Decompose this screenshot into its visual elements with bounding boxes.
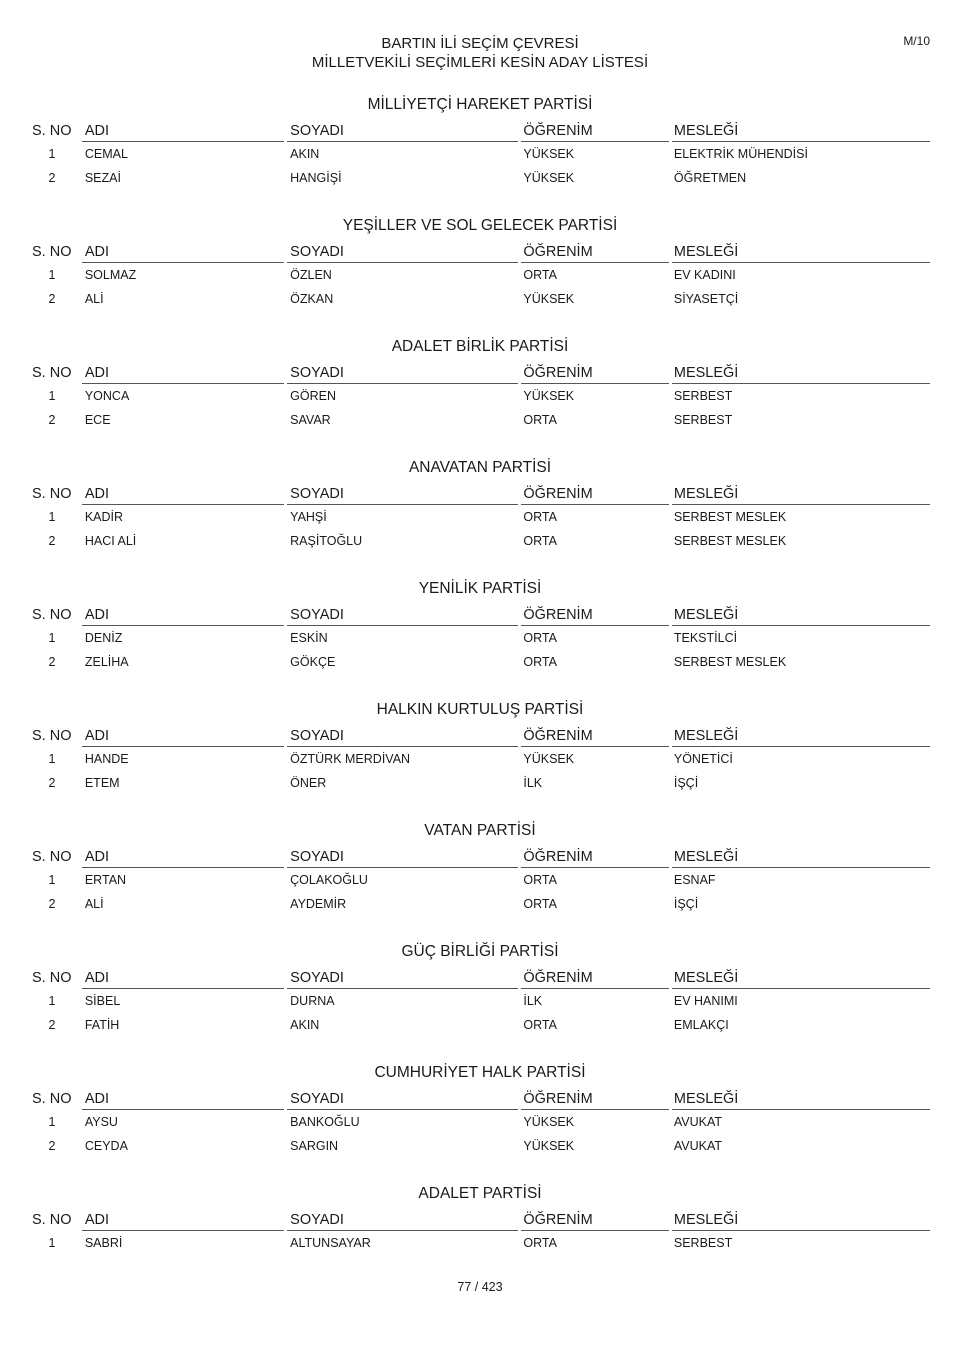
party-section [30, 457, 930, 578]
table-row [30, 892, 930, 916]
table-header-row [30, 1205, 930, 1231]
column-header-meslegi: MESLEĞİ [672, 967, 930, 989]
column-header-ogrenim: ÖĞRENİM [521, 362, 669, 384]
cell-meslegi: İŞÇİ [673, 897, 699, 911]
cell-soyadi: YAHŞİ [290, 510, 327, 524]
table-row [30, 384, 930, 408]
cell-meslegi: EV HANIMI [673, 994, 738, 1008]
column-header-no: S. NO [32, 728, 72, 744]
cell-meslegi: YÖNETİCİ [673, 752, 733, 766]
cell-meslegi: ELEKTRİK MÜHENDİSİ [673, 147, 808, 161]
cell-no: 2 [48, 292, 56, 306]
party-section [30, 699, 930, 820]
party-title: ADALET PARTİSİ [418, 1185, 542, 1202]
cell-meslegi: SERBEST MESLEK [673, 655, 787, 669]
cell-meslegi: TEKSTİLCİ [673, 631, 738, 645]
column-header-no: S. NO [32, 1091, 72, 1107]
table-row [30, 263, 930, 287]
column-header-soyadi: SOYADI [287, 967, 518, 989]
party-title: ADALET BİRLİK PARTİSİ [391, 338, 569, 355]
cell-soyadi: ÖZKAN [290, 292, 334, 306]
cell-soyadi: HANGİŞİ [290, 171, 342, 185]
table-row [30, 1013, 930, 1037]
table-header-row [30, 116, 930, 142]
cell-no: 1 [48, 1236, 56, 1250]
cell-meslegi: SERBEST MESLEK [673, 534, 787, 548]
cell-meslegi: EMLAKÇI [673, 1018, 729, 1032]
column-header-adi: ADI [82, 967, 284, 989]
cell-ogrenim: ORTA [523, 268, 557, 282]
cell-adi: ALİ [84, 897, 104, 911]
cell-soyadi: RAŞİTOĞLU [290, 534, 363, 548]
column-header-meslegi: MESLEĞİ [672, 725, 930, 747]
column-header-adi: ADI [82, 846, 284, 868]
cell-no: 1 [48, 147, 56, 161]
column-header-ogrenim: ÖĞRENİM [521, 241, 669, 263]
party-section [30, 336, 930, 457]
table-row [30, 626, 930, 650]
cell-ogrenim: ORTA [523, 873, 557, 887]
table-row [30, 1110, 930, 1134]
cell-no: 1 [48, 268, 56, 282]
cell-meslegi: AVUKAT [673, 1115, 723, 1129]
column-header-ogrenim: ÖĞRENİM [521, 1088, 669, 1110]
cell-soyadi: GÖKÇE [290, 655, 336, 669]
page-code: M/10 [903, 34, 930, 48]
cell-ogrenim: YÜKSEK [523, 1139, 575, 1153]
party-title: VATAN PARTİSİ [424, 822, 536, 839]
column-header-no: S. NO [32, 486, 72, 502]
cell-adi: ECE [84, 413, 111, 427]
cell-soyadi: ÖNER [290, 776, 327, 790]
cell-ogrenim: ORTA [523, 655, 557, 669]
party-title: YENİLİK PARTİSİ [418, 580, 542, 597]
cell-ogrenim: İLK [523, 994, 543, 1008]
party-title: ANAVATAN PARTİSİ [408, 459, 552, 476]
table-header-row [30, 479, 930, 505]
table-row [30, 142, 930, 166]
document-title-line2: MİLLETVEKİLİ SEÇİMLERİ KESİN ADAY LİSTESİ [311, 54, 649, 71]
cell-no: 2 [48, 534, 56, 548]
table-row [30, 166, 930, 190]
column-header-adi: ADI [82, 241, 284, 263]
table-row [30, 771, 930, 795]
document-title-line1: BARTIN İLİ SEÇİM ÇEVRESİ [381, 35, 579, 52]
column-header-ogrenim: ÖĞRENİM [521, 483, 669, 505]
party-section [30, 1062, 930, 1183]
cell-adi: ETEM [84, 776, 120, 790]
cell-no: 2 [48, 171, 56, 185]
table-row [30, 287, 930, 311]
table-header-row [30, 358, 930, 384]
table-row [30, 868, 930, 892]
column-header-meslegi: MESLEĞİ [672, 120, 930, 142]
table-row [30, 1231, 930, 1255]
cell-no: 1 [48, 1115, 56, 1129]
cell-no: 1 [48, 873, 56, 887]
party-section [30, 820, 930, 941]
column-header-ogrenim: ÖĞRENİM [521, 846, 669, 868]
column-header-soyadi: SOYADI [287, 483, 518, 505]
cell-meslegi: SERBEST [673, 413, 733, 427]
column-header-no: S. NO [32, 244, 72, 260]
cell-ogrenim: YÜKSEK [523, 389, 575, 403]
cell-no: 1 [48, 994, 56, 1008]
cell-ogrenim: ORTA [523, 1018, 557, 1032]
cell-adi: CEYDA [84, 1139, 128, 1153]
cell-meslegi: SİYASETÇİ [673, 292, 739, 306]
cell-adi: ZELİHA [84, 655, 129, 669]
column-header-soyadi: SOYADI [287, 362, 518, 384]
column-header-adi: ADI [82, 1088, 284, 1110]
party-list [30, 94, 930, 1304]
cell-ogrenim: ORTA [523, 413, 557, 427]
party-title: CUMHURİYET HALK PARTİSİ [374, 1064, 586, 1081]
cell-no: 2 [48, 413, 56, 427]
cell-soyadi: ESKİN [290, 631, 328, 645]
cell-ogrenim: YÜKSEK [523, 752, 575, 766]
party-section [30, 215, 930, 336]
column-header-ogrenim: ÖĞRENİM [521, 725, 669, 747]
cell-meslegi: SERBEST [673, 1236, 733, 1250]
party-section [30, 578, 930, 699]
cell-adi: SİBEL [84, 994, 121, 1008]
column-header-soyadi: SOYADI [287, 120, 518, 142]
cell-meslegi: SERBEST [673, 389, 733, 403]
cell-adi: KADİR [84, 510, 124, 524]
cell-no: 1 [48, 631, 56, 645]
column-header-soyadi: SOYADI [287, 846, 518, 868]
party-title: MİLLİYETÇİ HAREKET PARTİSİ [367, 96, 593, 113]
cell-adi: SABRİ [84, 1236, 123, 1250]
table-header-row [30, 842, 930, 868]
column-header-ogrenim: ÖĞRENİM [521, 1209, 669, 1231]
column-header-ogrenim: ÖĞRENİM [521, 120, 669, 142]
cell-ogrenim: ORTA [523, 1236, 557, 1250]
cell-soyadi: DURNA [290, 994, 335, 1008]
cell-adi: ALİ [84, 292, 104, 306]
party-title: GÜÇ BİRLİĞİ PARTİSİ [401, 943, 559, 960]
cell-ogrenim: ORTA [523, 631, 557, 645]
cell-ogrenim: YÜKSEK [523, 147, 575, 161]
cell-soyadi: SAVAR [290, 413, 331, 427]
cell-soyadi: BANKOĞLU [290, 1115, 360, 1129]
column-header-no: S. NO [32, 849, 72, 865]
party-section [30, 941, 930, 1062]
table-row [30, 505, 930, 529]
column-header-soyadi: SOYADI [287, 725, 518, 747]
cell-adi: HACI ALİ [84, 534, 137, 548]
column-header-meslegi: MESLEĞİ [672, 1209, 930, 1231]
cell-soyadi: AKIN [290, 147, 320, 161]
column-header-no: S. NO [32, 607, 72, 623]
cell-adi: CEMAL [84, 147, 128, 161]
table-header-row [30, 237, 930, 263]
column-header-no: S. NO [32, 365, 72, 381]
cell-adi: FATİH [84, 1018, 120, 1032]
cell-meslegi: SERBEST MESLEK [673, 510, 787, 524]
cell-adi: DENİZ [84, 631, 123, 645]
column-header-meslegi: MESLEĞİ [672, 241, 930, 263]
cell-meslegi: ÖĞRETMEN [673, 171, 747, 185]
cell-no: 2 [48, 1018, 56, 1032]
column-header-adi: ADI [82, 362, 284, 384]
cell-soyadi: GÖREN [290, 389, 336, 403]
table-row [30, 989, 930, 1013]
table-header-row [30, 963, 930, 989]
cell-meslegi: ESNAF [673, 873, 716, 887]
table-row [30, 1134, 930, 1158]
column-header-meslegi: MESLEĞİ [672, 846, 930, 868]
page-number: 77 / 423 [457, 1280, 503, 1294]
cell-no: 2 [48, 897, 56, 911]
cell-meslegi: İŞÇİ [673, 776, 699, 790]
column-header-meslegi: MESLEĞİ [672, 362, 930, 384]
cell-ogrenim: ORTA [523, 897, 557, 911]
column-header-soyadi: SOYADI [287, 241, 518, 263]
column-header-adi: ADI [82, 604, 284, 626]
column-header-adi: ADI [82, 120, 284, 142]
cell-adi: SEZAİ [84, 171, 121, 185]
table-row [30, 650, 930, 674]
cell-ogrenim: ORTA [523, 534, 557, 548]
cell-no: 1 [48, 752, 56, 766]
cell-ogrenim: YÜKSEK [523, 292, 575, 306]
cell-ogrenim: ORTA [523, 510, 557, 524]
cell-soyadi: ALTUNSAYAR [290, 1236, 371, 1250]
column-header-soyadi: SOYADI [287, 1088, 518, 1110]
column-header-soyadi: SOYADI [287, 604, 518, 626]
cell-ogrenim: YÜKSEK [523, 171, 575, 185]
cell-adi: YONCA [84, 389, 130, 403]
cell-ogrenim: YÜKSEK [523, 1115, 575, 1129]
document-header [0, 34, 960, 72]
cell-adi: HANDE [84, 752, 129, 766]
cell-meslegi: EV KADINI [673, 268, 736, 282]
column-header-adi: ADI [82, 483, 284, 505]
column-header-no: S. NO [32, 970, 72, 986]
cell-meslegi: AVUKAT [673, 1139, 723, 1153]
column-header-adi: ADI [82, 725, 284, 747]
column-header-ogrenim: ÖĞRENİM [521, 604, 669, 626]
cell-soyadi: ÇOLAKOĞLU [290, 873, 368, 887]
column-header-ogrenim: ÖĞRENİM [521, 967, 669, 989]
cell-adi: ERTAN [84, 873, 127, 887]
cell-no: 2 [48, 1139, 56, 1153]
cell-soyadi: ÖZLEN [290, 268, 332, 282]
cell-soyadi: SARGIN [290, 1139, 339, 1153]
cell-no: 1 [48, 389, 56, 403]
column-header-adi: ADI [82, 1209, 284, 1231]
column-header-no: S. NO [32, 1212, 72, 1228]
column-header-meslegi: MESLEĞİ [672, 483, 930, 505]
column-header-no: S. NO [32, 123, 72, 139]
cell-no: 2 [48, 776, 56, 790]
table-row [30, 747, 930, 771]
cell-soyadi: ÖZTÜRK MERDİVAN [290, 752, 411, 766]
table-row [30, 529, 930, 553]
party-section [30, 94, 930, 215]
table-header-row [30, 600, 930, 626]
party-title: HALKIN KURTULUŞ PARTİSİ [376, 701, 584, 718]
column-header-meslegi: MESLEĞİ [672, 604, 930, 626]
cell-adi: AYSU [84, 1115, 118, 1129]
column-header-meslegi: MESLEĞİ [672, 1088, 930, 1110]
table-header-row [30, 1084, 930, 1110]
column-header-soyadi: SOYADI [287, 1209, 518, 1231]
cell-ogrenim: İLK [523, 776, 543, 790]
cell-no: 1 [48, 510, 56, 524]
table-header-row [30, 721, 930, 747]
cell-soyadi: AYDEMİR [290, 897, 347, 911]
cell-adi: SOLMAZ [84, 268, 137, 282]
cell-soyadi: AKIN [290, 1018, 320, 1032]
cell-no: 2 [48, 655, 56, 669]
party-title: YEŞİLLER VE SOL GELECEK PARTİSİ [342, 217, 618, 234]
table-row [30, 408, 930, 432]
